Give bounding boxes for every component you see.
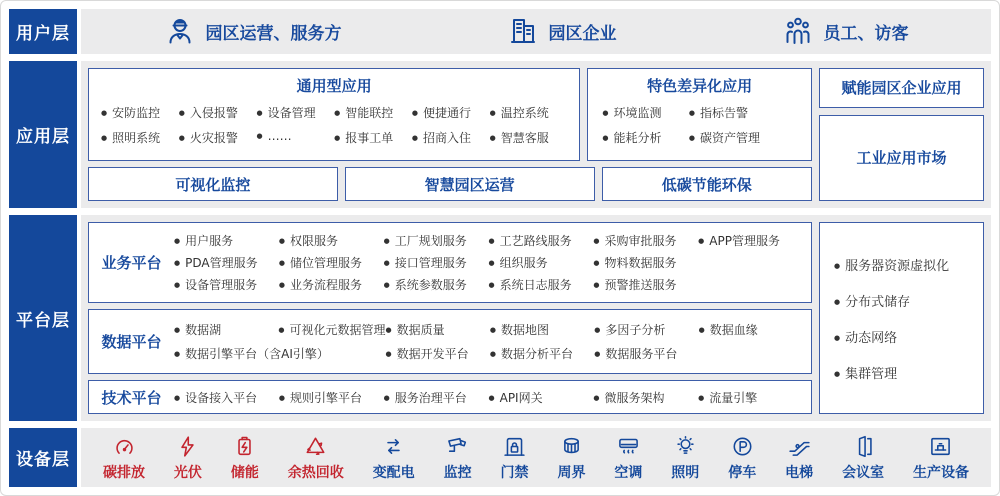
production-equipment-icon: [928, 434, 953, 459]
infrastructure-box: [819, 222, 984, 414]
user-group-label: 园区企业: [548, 23, 617, 44]
data-platform-box: [88, 309, 812, 374]
device-surveillance: [444, 434, 472, 482]
device-solar-pv: [174, 434, 202, 482]
device-meeting-room: [842, 434, 884, 482]
tech-platform-title: 技术平台: [101, 388, 162, 407]
device-label: 余热回收: [287, 464, 344, 481]
platform-item: ● 组织服务: [489, 254, 594, 271]
user-group-operator: [164, 15, 342, 47]
app-item: ● 智慧客服: [490, 129, 568, 146]
device-label: 生产设备: [912, 464, 969, 481]
people-group-icon: [782, 15, 814, 47]
platform-item: ● 数据服务平台: [594, 345, 698, 362]
platform-item: ● 工厂规划服务: [384, 232, 489, 249]
banner-visual-monitoring: [88, 167, 338, 201]
light-bulb-icon: [673, 434, 698, 459]
device-label: 变配电: [372, 464, 415, 481]
platform-item: ● 数据引擎平台（含AI引擎）: [174, 345, 386, 362]
platform-item: ● 微服务架构: [593, 389, 698, 406]
grid-spacer: [698, 276, 803, 293]
device-label: 门禁: [500, 464, 529, 481]
banner-smart-park-operation: [345, 167, 595, 201]
platform-item: ● 可视化元数据管理: [278, 321, 385, 338]
general-apps-grid: [101, 96, 567, 154]
device-access-control: [501, 434, 529, 482]
building-icon: [507, 15, 539, 47]
platform-item: ● API网关: [489, 389, 594, 406]
box-title: 赋能园区企业应用: [841, 79, 962, 98]
platform-item: ● 规则引擎平台: [279, 389, 384, 406]
app-item: ● 设备管理: [256, 104, 334, 121]
device-perimeter: [557, 434, 585, 482]
operator-icon: [164, 15, 196, 47]
platform-item: ● 数据地图: [490, 321, 594, 338]
platform-item: ● 数据湖: [174, 321, 278, 338]
user-group-visitors: [782, 15, 909, 47]
enabling-enterprise-apps-box: [819, 68, 984, 108]
application-layer-label: 应用层: [9, 61, 77, 208]
swap-arrows-icon: [381, 434, 406, 459]
application-right-column: [819, 68, 984, 201]
platform-layer-content: [81, 215, 991, 421]
platform-item: ● 工艺路线服务: [489, 232, 594, 249]
platform-item: ● APP管理服务: [698, 232, 803, 249]
application-layer-band: [9, 61, 991, 208]
banner-label: 低碳节能环保: [661, 175, 752, 194]
door-lock-icon: [502, 434, 527, 459]
box-title: 工业应用市场: [856, 149, 947, 168]
air-conditioner-icon: [616, 434, 641, 459]
platform-item: ● 采购审批服务: [593, 232, 698, 249]
app-item: ● ……: [256, 129, 334, 146]
app-item: ● 安防监控: [101, 104, 179, 121]
lightning-icon: [175, 434, 200, 459]
device-layer-band: [9, 428, 991, 487]
device-parking: [728, 434, 756, 482]
tech-platform-grid: [174, 385, 803, 409]
device-power-distribution: [373, 434, 415, 482]
device-air-conditioning: [614, 434, 642, 482]
platform-item: ● 业务流程服务: [279, 276, 384, 293]
platform-item: ● 多因子分析: [594, 321, 698, 338]
device-lighting: [671, 434, 699, 482]
application-layer-content: [81, 61, 991, 208]
special-apps-title: 特色差异化应用: [647, 76, 753, 95]
platform-item: ● 数据质量: [386, 321, 490, 338]
special-apps-grid: [602, 96, 797, 154]
infra-item: ● 集群管理: [834, 363, 983, 382]
app-item: ● 招商入住: [412, 129, 490, 146]
user-layer-label: 用户层: [9, 9, 77, 54]
platform-item: ● 服务治理平台: [384, 389, 489, 406]
platform-item: ● PDA管理服务: [174, 254, 279, 271]
app-item: ● 入侵报警: [179, 104, 257, 121]
user-group-label: 员工、访客: [823, 23, 909, 44]
application-top-row: [88, 68, 812, 161]
platform-left-column: [88, 222, 812, 414]
device-production-equipment: [913, 434, 969, 482]
app-item: ● 指标告警: [689, 104, 797, 121]
meeting-room-icon: [851, 434, 876, 459]
platform-item: ● 系统参数服务: [384, 276, 489, 293]
business-platform-box: [88, 222, 812, 303]
device-elevator: [785, 434, 813, 482]
escalator-icon: [787, 434, 812, 459]
platform-item: ● 设备管理服务: [174, 276, 279, 293]
special-apps-box: [587, 68, 812, 161]
device-energy-storage: [231, 434, 259, 482]
device-label: 会议室: [842, 464, 885, 481]
platform-item: ● 物料数据服务: [593, 254, 698, 271]
device-label: 监控: [443, 464, 472, 481]
device-waste-heat-recovery: [288, 434, 344, 482]
platform-item: ● 数据分析平台: [490, 345, 594, 362]
device-layer-label: 设备层: [9, 428, 77, 487]
parking-icon: [730, 434, 755, 459]
device-label: 碳排放: [103, 464, 145, 481]
device-label: 电梯: [785, 464, 814, 481]
app-item: ● 报事工单: [334, 129, 412, 146]
user-layer-band: [9, 9, 991, 54]
device-label: 储能: [230, 464, 259, 481]
application-left-column: [88, 68, 812, 201]
platform-item: ● 流量引擎: [698, 389, 803, 406]
recycle-icon: [303, 434, 328, 459]
device-label: 停车: [728, 464, 757, 481]
device-label: 光伏: [173, 464, 202, 481]
business-platform-title: 业务平台: [101, 254, 162, 273]
gauge-icon: [112, 434, 137, 459]
general-apps-box: [88, 68, 580, 161]
platform-layer-band: [9, 215, 991, 421]
platform-item: ● 权限服务: [279, 232, 384, 249]
grid-spacer: [698, 254, 803, 271]
application-banner-row: [88, 167, 812, 201]
app-item: ● 照明系统: [101, 129, 179, 146]
platform-item: ● 接口管理服务: [384, 254, 489, 271]
app-item: ● 火灾报警: [179, 129, 257, 146]
app-item: ● 智能联控: [334, 104, 412, 121]
platform-item: ● 用户服务: [174, 232, 279, 249]
device-carbon-emission: [103, 434, 145, 482]
app-item: ● 能耗分析: [602, 129, 689, 146]
industrial-app-market-box: [819, 115, 984, 201]
data-platform-grid: [174, 314, 803, 369]
platform-item: ● 预警推送服务: [593, 276, 698, 293]
banner-label: 智慧园区运营: [424, 175, 515, 194]
general-apps-title: 通用型应用: [296, 76, 372, 95]
platform-item: ● 设备接入平台: [174, 389, 279, 406]
app-item: ● 碳资产管理: [689, 129, 797, 146]
perimeter-icon: [559, 434, 584, 459]
device-label: 照明: [671, 464, 700, 481]
infra-item: ● 服务器资源虚拟化: [834, 255, 983, 274]
app-item: ● 温控系统: [490, 104, 568, 121]
cctv-icon: [445, 434, 470, 459]
banner-low-carbon: [602, 167, 812, 201]
device-label: 周界: [557, 464, 586, 481]
user-group-label: 园区运营、服务方: [205, 23, 342, 44]
user-group-enterprise: [507, 15, 617, 47]
app-item: ● 便捷通行: [412, 104, 490, 121]
platform-item: ● 数据血缘: [699, 321, 803, 338]
platform-item: ● 储位管理服务: [279, 254, 384, 271]
grid-spacer: [699, 345, 803, 362]
business-platform-grid: [174, 227, 803, 298]
banner-label: 可视化监控: [175, 175, 251, 194]
platform-item: ● 数据开发平台: [386, 345, 490, 362]
infra-item: ● 分布式储存: [834, 291, 983, 310]
battery-icon: [232, 434, 257, 459]
device-layer-content: [81, 428, 991, 487]
device-label: 空调: [614, 464, 643, 481]
app-item: ● 环境监测: [602, 104, 689, 121]
user-layer-content: [81, 9, 991, 54]
platform-item: ● 系统日志服务: [489, 276, 594, 293]
data-platform-title: 数据平台: [101, 333, 162, 352]
platform-layer-label: 平台层: [9, 215, 77, 421]
infra-item: ● 动态网络: [834, 327, 983, 346]
tech-platform-box: [88, 380, 812, 414]
